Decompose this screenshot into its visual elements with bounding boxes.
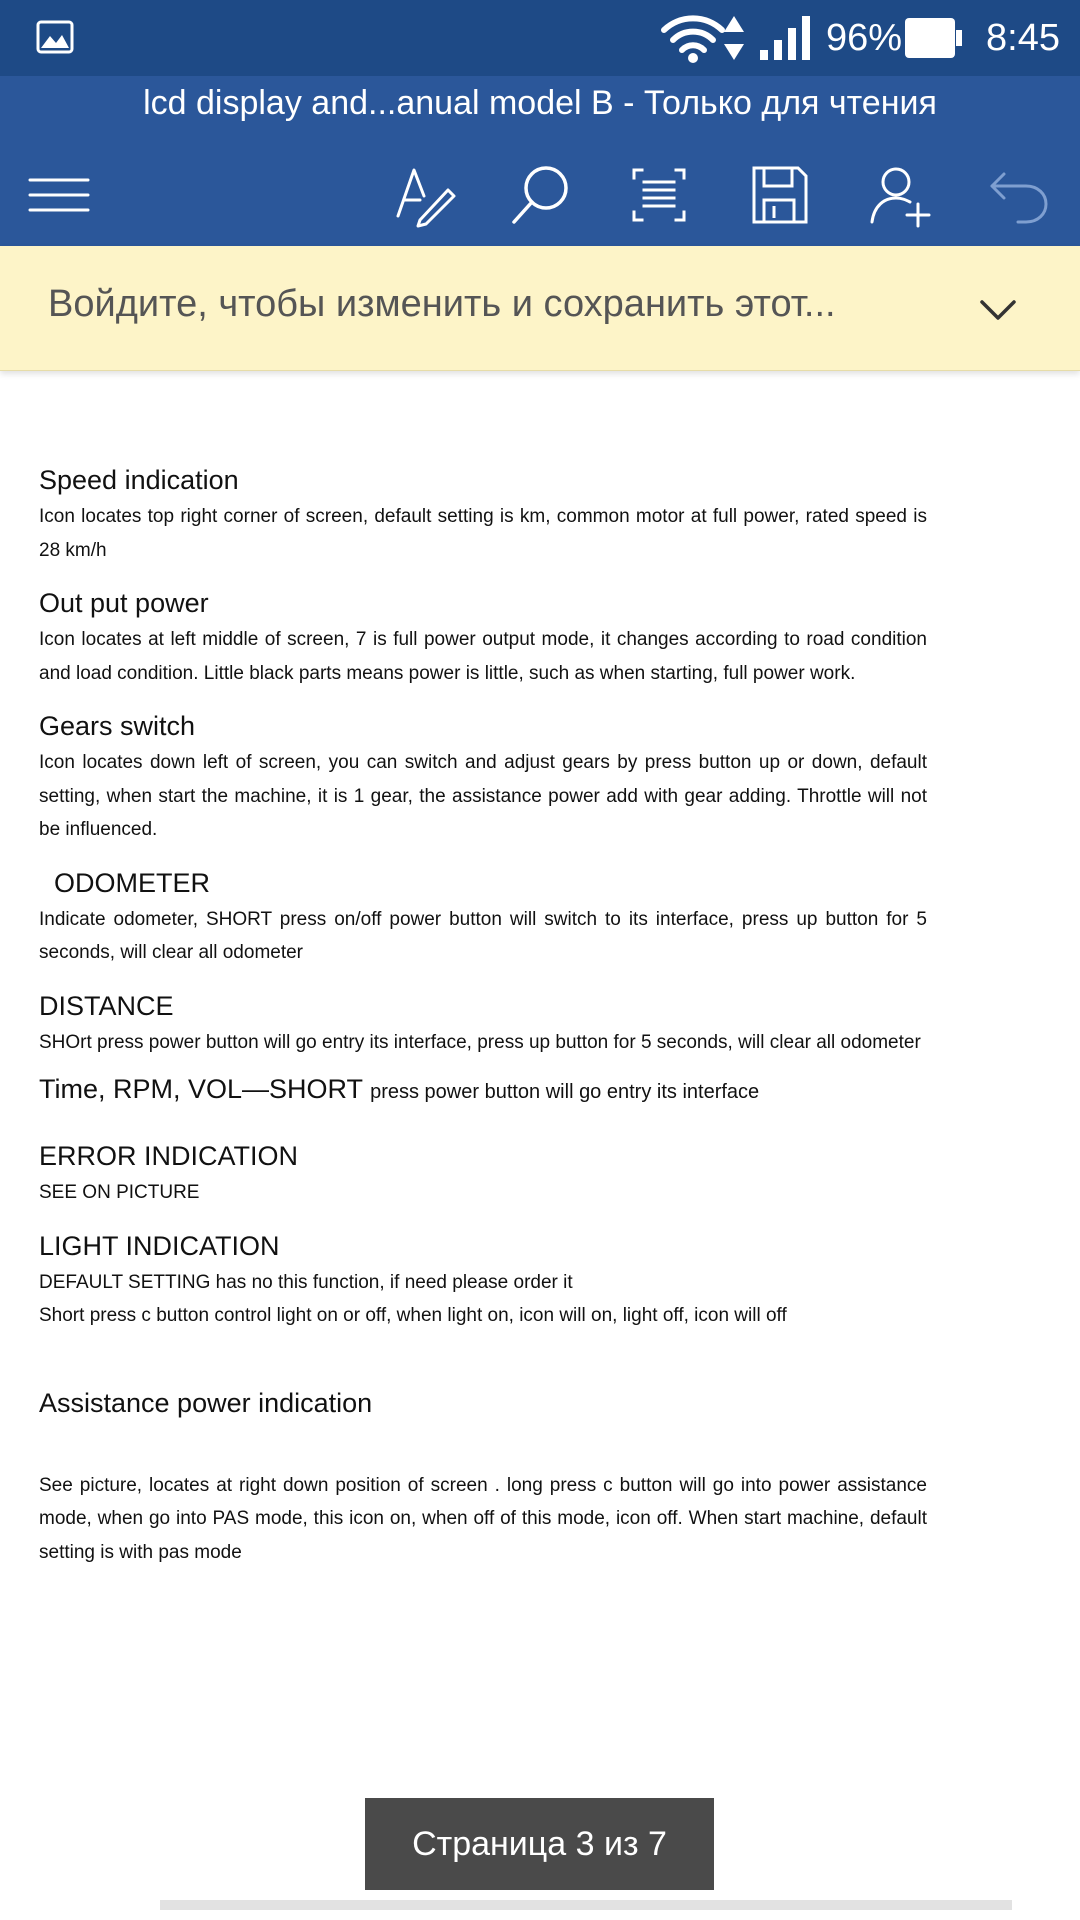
page-indicator: Страница 3 из 7 [365, 1798, 714, 1890]
section-body: DEFAULT SETTING has no this function, if need please order it [39, 1271, 573, 1293]
wifi-icon [660, 12, 726, 64]
save-icon[interactable] [744, 160, 814, 230]
toolbar [0, 146, 1080, 246]
edit-pen-icon[interactable] [390, 160, 460, 230]
section-heading: LIGHT INDICATION [39, 1230, 280, 1261]
section-heading: Assistance power indication [39, 1387, 373, 1418]
gallery-icon [36, 20, 74, 54]
document-page [39, 460, 927, 1569]
sign-in-message: Войдите, чтобы изменить и сохранить этот... [48, 283, 836, 325]
clock: 8:45 [986, 17, 1060, 59]
undo-icon[interactable] [984, 160, 1054, 230]
battery-icon [905, 18, 963, 58]
section-body: SHOrt press power button will go entry its interface, press up button for 5 seconds, will clear all odometer [39, 1031, 921, 1053]
section-body-2: Short press c button control light on or off, when light on, icon will on, light off, icon will off [39, 1305, 787, 1326]
inline-body: press power button will go entry its interface [370, 1081, 760, 1103]
section-heading: Gears switch [39, 711, 196, 741]
section-heading: DISTANCE [39, 990, 174, 1021]
section-body: SEE ON PICTURE [39, 1182, 200, 1203]
section-heading: Out put power [39, 588, 209, 618]
section-heading: ERROR INDICATION [39, 1141, 299, 1171]
document-title: lcd display and...anual model B - Только для чтения [0, 76, 1080, 146]
battery-percent: 96% [826, 17, 903, 59]
reading-view-icon[interactable] [624, 160, 694, 230]
menu-icon[interactable] [24, 160, 94, 230]
section-body: See picture, locates at right down position of screen . long press c button will go into power assistance mode, when go into PAS mode, this icon on, when off of this mode, icon off. When start machine, default setting is with pas mode [39, 1474, 927, 1563]
inline-heading: Time, RPM, VOL—SHORT [39, 1074, 363, 1104]
section-body: Icon locates down left of screen, you can switch and adjust gears by press button up or down, default setting, when start the machine, it is 1 gear, the assistance power add with gear adding. Throttle will not be influenced. [39, 752, 927, 840]
section-body: Icon locates top right corner of screen, default setting is km, common motor at full power, rated speed is 28 km/h [39, 506, 927, 561]
section-body: Indicate odometer, SHORT press on/off power button will switch to its interface, press up button for 5 seconds, will clear all odometer [39, 908, 927, 963]
share-person-icon[interactable] [866, 160, 936, 230]
chevron-down-icon[interactable] [974, 286, 1022, 334]
section-body: Icon locates at left middle of screen, 7 is full power output mode, it changes according to road condition and load condition. Little black parts means power is little, such as when starting, full power work. [39, 629, 927, 684]
section-heading: ODOMETER [54, 867, 211, 898]
section-heading-inline [39, 1069, 927, 1112]
status-bar [0, 0, 1080, 76]
search-icon[interactable] [506, 160, 576, 230]
data-arrows-icon [722, 14, 746, 62]
horizontal-scrollbar[interactable] [160, 1900, 1012, 1910]
sign-in-banner[interactable] [0, 246, 1080, 371]
signal-icon [758, 14, 814, 62]
section-heading: Speed indication [39, 465, 239, 495]
